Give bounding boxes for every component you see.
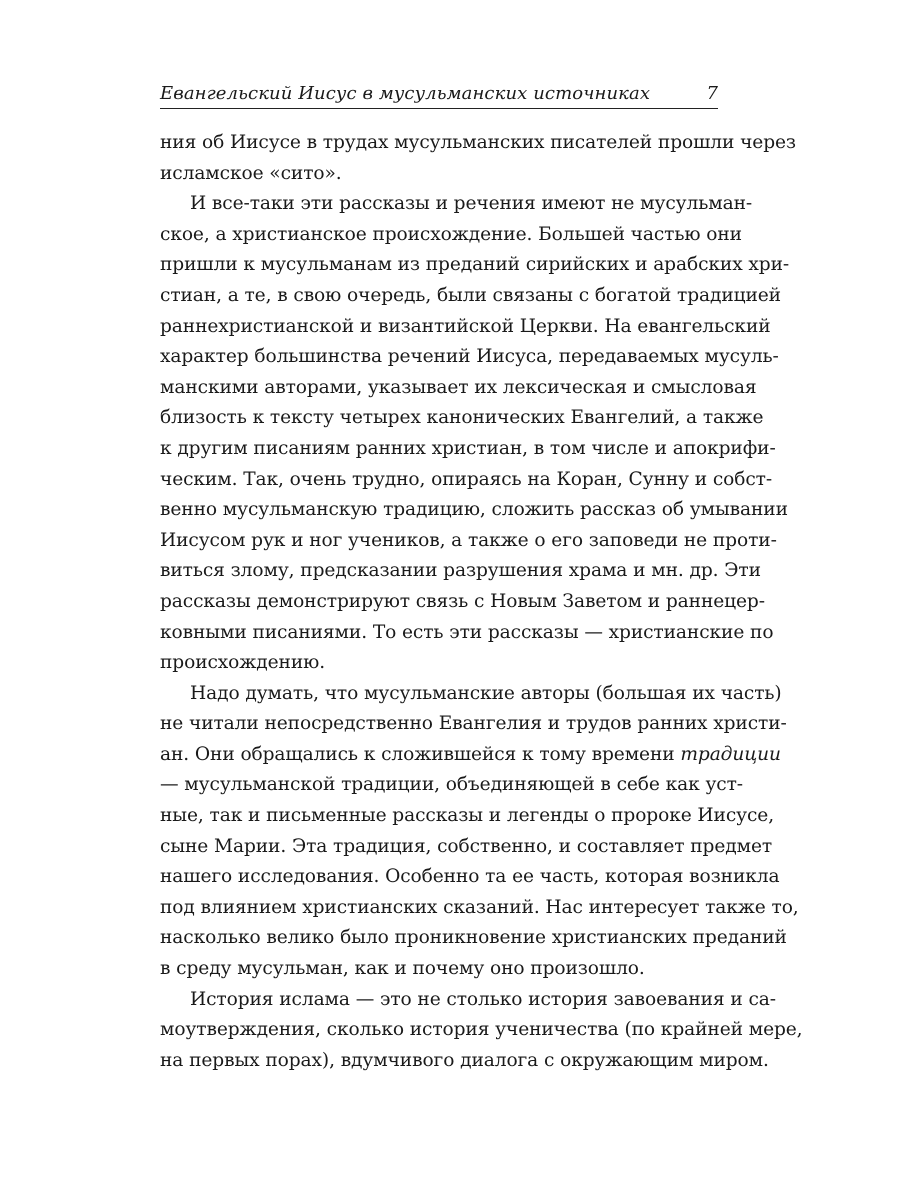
text-line: сыне Марии. Эта традиция, собственно, и составляет предмет — [160, 835, 773, 857]
body-text — [160, 128, 803, 1076]
text-line: ческим. Так, очень трудно, опираясь на Коран, Сунну и собст- — [160, 468, 773, 490]
text-line: близость к тексту четырех канонических Евангелий, а также — [160, 407, 764, 429]
text-line: История ислама — это не столько история завоевания и са- — [190, 988, 776, 1010]
text-line: — мусульманской традиции, объединяющей в себе как уст- — [160, 774, 743, 796]
text-line — [160, 740, 781, 771]
text-line: ковными писаниями. То есть эти рассказы — христианские по — [160, 621, 774, 643]
text-line: насколько велико было проникновение христианских преданий — [160, 927, 787, 949]
page-number: 7 — [706, 83, 718, 104]
text-line: под влиянием христианских сказаний. Нас интересует также то, — [160, 896, 799, 918]
text-line: на первых порах), вдумчивого диалога с окружающим миром. — [160, 1049, 769, 1071]
text-line: ные, так и письменные рассказы и легенды о пророке Иисусе, — [160, 805, 775, 827]
text-line: моутверждения, сколько история ученичества (по крайней мере, — [160, 1019, 803, 1041]
text-line: ское, а христианское происхождение. Большей частью они — [160, 223, 742, 245]
text-line: раннехристианской и византийской Церкви. На евангельский — [160, 315, 771, 337]
text-line: И все-таки эти рассказы и речения имеют не мусульман- — [190, 193, 753, 215]
text-line: манскими авторами, указывает их лексическая и смысловая — [160, 376, 757, 398]
text-line: нашего исследования. Особенно та ее часть, которая возникла — [160, 866, 780, 888]
text-line: не читали непосредственно Евангелия и трудов ранних христи- — [160, 713, 787, 735]
text-line: происхождению. — [160, 652, 326, 674]
text-line: рассказы демонстрируют связь с Новым Заветом и раннецер- — [160, 590, 765, 612]
text-line: Иисусом рук и ног учеников, а также о его заповеди не проти- — [160, 529, 777, 551]
text-fragment: ан. Они обращались к сложившейся к тому времени — [160, 743, 675, 765]
running-title: Евангельский Иисус в мусульманских источниках — [160, 83, 651, 104]
text-line: виться злому, предсказании разрушения храма и мн. др. Эти — [160, 560, 761, 582]
text-line: ния об Иисусе в трудах мусульманских писателей прошли через — [160, 132, 796, 153]
text-line: стиан, а те, в свою очередь, были связаны с богатой традицией — [160, 284, 781, 306]
text-line: венно мусульманскую традицию, сложить рассказ об умывании — [160, 499, 788, 521]
text-line: пришли к мусульманам из преданий сирийских и арабских хри- — [160, 254, 790, 276]
italic-term: традиции — [680, 743, 781, 765]
text-line: исламское «сито». — [160, 162, 342, 184]
text-line: Надо думать, что мусульманские авторы (большая их часть) — [190, 682, 782, 704]
text-line: в среду мусульман, как и почему оно произошло. — [160, 958, 645, 980]
text-line: характер большинства речений Иисуса, передаваемых мусуль- — [160, 346, 779, 368]
text-line: к другим писаниям ранних христиан, в том числе и апокрифи- — [160, 437, 776, 459]
running-head — [160, 80, 718, 109]
